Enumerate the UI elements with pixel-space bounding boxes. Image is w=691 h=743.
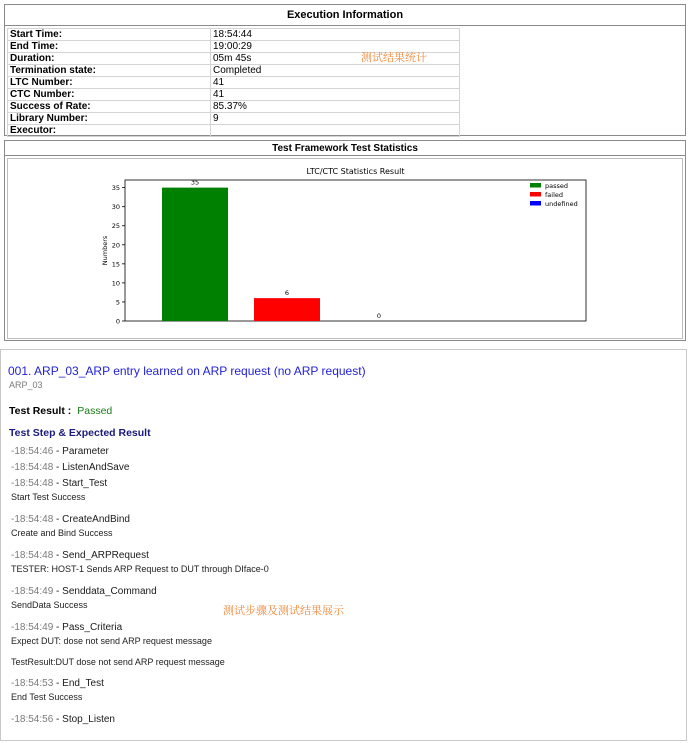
step-description: TestResult:DUT dose not send ARP request message xyxy=(11,657,225,667)
step-description: SendData Success xyxy=(11,600,88,610)
legend-swatch-passed xyxy=(530,183,541,188)
legend-label-undefined: undefined xyxy=(545,199,578,208)
bar-failed xyxy=(254,298,320,321)
statistics-chart xyxy=(8,159,684,340)
legend-swatch-failed xyxy=(530,192,541,197)
row-value: 41 xyxy=(211,77,460,89)
test-case-title[interactable]: 001. ARP_03_ARP entry learned on ARP request (no ARP request) xyxy=(8,364,366,378)
row-value: Completed xyxy=(211,65,460,77)
row-value: 85.37% xyxy=(211,101,460,113)
execution-info-title: Execution Information xyxy=(5,5,685,26)
step-name: - Start_Test xyxy=(56,478,108,489)
step-item xyxy=(11,550,149,561)
y-tick-label: 0 xyxy=(115,317,120,326)
legend-label-failed: failed xyxy=(545,190,564,199)
step-time: -18:54:48 xyxy=(11,478,54,489)
test-case-panel xyxy=(0,349,687,741)
execution-note: 测试结果统计 xyxy=(361,51,427,64)
table-row xyxy=(8,101,460,113)
step-time: -18:54:48 xyxy=(11,462,54,473)
chart-container xyxy=(7,158,683,339)
y-axis-label: Numbers xyxy=(101,235,109,266)
step-time: -18:54:46 xyxy=(11,446,54,457)
step-description: TESTER: HOST-1 Sends ARP Request to DUT through DIface-0 xyxy=(11,564,269,574)
step-name: - Pass_Criteria xyxy=(56,622,123,633)
row-value: 18:54:44 xyxy=(211,29,460,41)
y-tick-label: 35 xyxy=(111,184,120,193)
step-item xyxy=(11,678,104,689)
table-row xyxy=(8,65,460,77)
step-time: -18:54:53 xyxy=(11,678,54,689)
step-time: -18:54:48 xyxy=(11,514,54,525)
step-description: Start Test Success xyxy=(11,492,86,502)
row-label: Start Time: xyxy=(8,29,211,41)
step-name: - CreateAndBind xyxy=(56,514,130,525)
statistics-title: Test Framework Test Statistics xyxy=(5,141,685,156)
table-row xyxy=(8,77,460,89)
y-tick-label: 10 xyxy=(111,279,120,288)
step-description: Create and Bind Success xyxy=(11,528,113,538)
execution-info-table xyxy=(7,28,460,137)
row-label: Executor: xyxy=(8,125,211,137)
data-label: 35 xyxy=(190,178,200,187)
row-label: LTC Number: xyxy=(8,77,211,89)
step-item xyxy=(11,586,157,597)
row-value: 41 xyxy=(211,89,460,101)
row-value: 05m 45s xyxy=(211,53,460,65)
data-label: 0 xyxy=(376,312,382,320)
test-result-label: Test Result : xyxy=(9,405,72,417)
row-value: 9 xyxy=(211,113,460,125)
row-label: Library Number: xyxy=(8,113,211,125)
row-label: CTC Number: xyxy=(8,89,211,101)
step-item xyxy=(11,714,115,725)
steps-note: 测试步骤及测试结果展示 xyxy=(223,604,344,617)
step-name: - Senddata_Command xyxy=(56,586,157,597)
step-name: - End_Test xyxy=(56,678,104,689)
y-tick-label: 30 xyxy=(111,203,120,212)
legend-swatch-undefined xyxy=(530,201,541,206)
step-name: - Parameter xyxy=(56,446,109,457)
step-item xyxy=(11,446,109,457)
data-label: 6 xyxy=(284,289,290,298)
chart-title: LTC/CTC Statistics Result xyxy=(306,167,405,176)
statistics-panel xyxy=(4,140,686,341)
y-tick-label: 20 xyxy=(111,241,120,250)
row-value: 19:00:29 xyxy=(211,41,460,53)
row-value xyxy=(211,125,460,137)
step-description: Expect DUT: dose not send ARP request message xyxy=(11,636,212,646)
table-row xyxy=(8,125,460,137)
step-time: -18:54:48 xyxy=(11,550,54,561)
step-time: -18:54:49 xyxy=(11,622,54,633)
row-label: Duration: xyxy=(8,53,211,65)
step-time: -18:54:49 xyxy=(11,586,54,597)
row-label: Termination state: xyxy=(8,65,211,77)
table-row xyxy=(8,29,460,41)
step-name: - Send_ARPRequest xyxy=(56,550,149,561)
test-result xyxy=(9,405,112,417)
y-tick-label: 5 xyxy=(115,298,120,307)
y-tick-label: 15 xyxy=(111,260,120,269)
step-item xyxy=(11,478,107,489)
bar-passed xyxy=(162,188,228,321)
row-label: Success of Rate: xyxy=(8,101,211,113)
y-tick-label: 25 xyxy=(111,222,120,231)
step-item xyxy=(11,514,130,525)
step-description: End Test Success xyxy=(11,692,83,702)
step-name: - ListenAndSave xyxy=(56,462,130,473)
step-time: -18:54:56 xyxy=(11,714,54,725)
table-row xyxy=(8,89,460,101)
execution-info-panel xyxy=(4,4,686,136)
steps-heading: Test Step & Expected Result xyxy=(9,427,151,439)
step-item xyxy=(11,622,122,633)
step-item xyxy=(11,462,129,473)
test-case-id: ARP_03 xyxy=(9,380,43,390)
test-result-value: Passed xyxy=(77,405,113,417)
legend-label-passed: passed xyxy=(545,181,569,190)
step-name: - Stop_Listen xyxy=(56,714,115,725)
table-row xyxy=(8,113,460,125)
row-label: End Time: xyxy=(8,41,211,53)
